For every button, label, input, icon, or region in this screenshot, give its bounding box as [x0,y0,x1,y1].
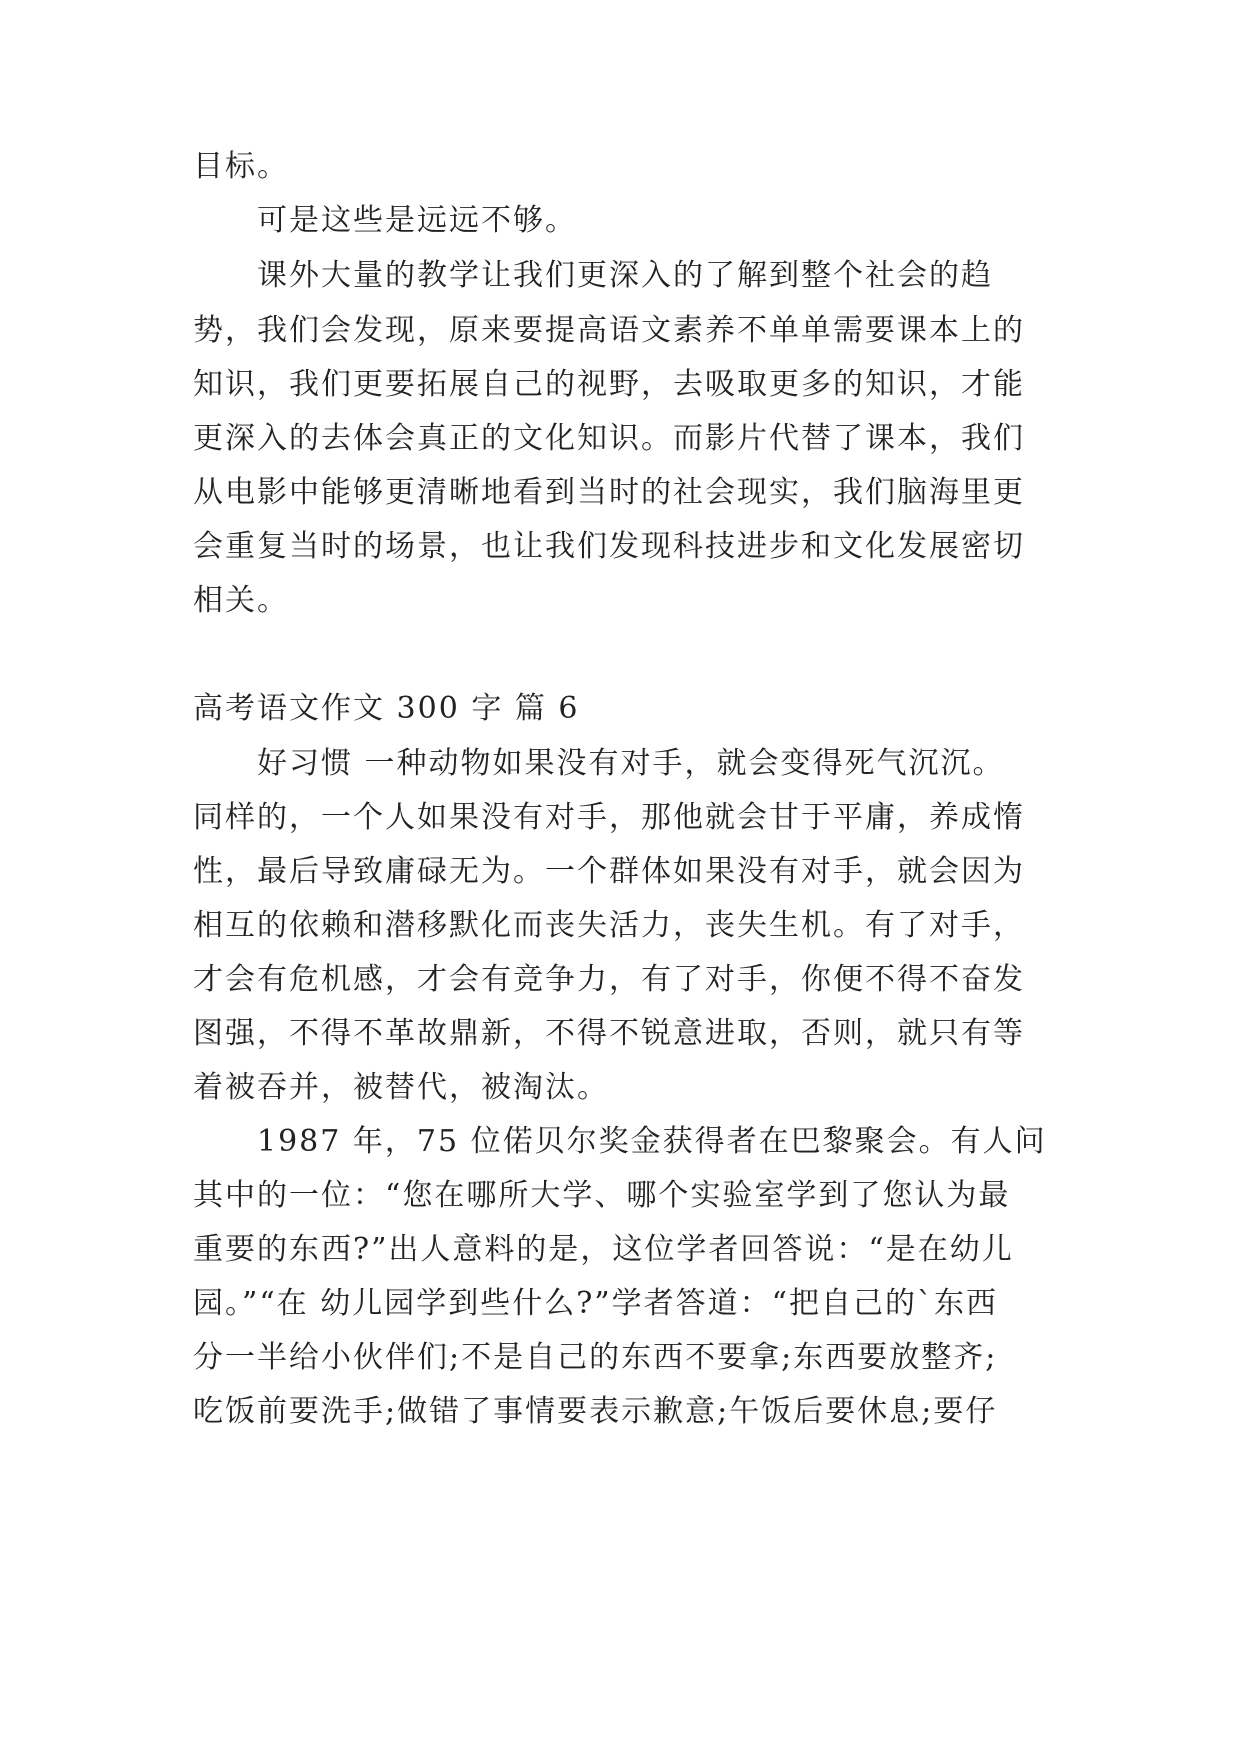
text-line: 好习惯 一种动物如果没有对手，就会变得死气沉沉。 [257,746,1005,781]
text-line: 更深入的去体会真正的文化知识。而影片代替了课本，我们 [193,421,1025,456]
text-line: 分一半给小伙伴们;不是自己的东西不要拿;东西要放整齐; [193,1340,998,1375]
text-line: 才会有危机感，才会有竞争力，有了对手，你便不得不奋发 [193,962,1025,997]
text-line: 吃饭前要洗手;做错了事情要表示歉意;午饭后要休息;要仔 [193,1394,998,1429]
text-line: 会重复当时的场景，也让我们发现科技进步和文化发展密切 [193,529,1025,564]
text-line: 从电影中能够更清晰地看到当时的社会现实，我们脑海里更 [193,475,1025,510]
text-line: 图强，不得不革故鼎新，不得不锐意进取，否则，就只有等 [193,1016,1025,1051]
text-line: 课外大量的教学让我们更深入的了解到整个社会的趋 [257,258,993,293]
text-line: 园。”“在 幼儿园学到些什么?”学者答道：“把自己的`东西 [193,1286,998,1321]
text-line: 势，我们会发现，原来要提高语文素养不单单需要课本上的 [193,313,1025,348]
text-line: 相关。 [193,583,289,618]
text-line: 同样的，一个人如果没有对手，那他就会甘于平庸，养成惰 [193,800,1025,835]
text-line: 目标。 [193,149,289,184]
text-line: 相互的依赖和潜移默化而丧失活力，丧失生机。有了对手， [193,908,1025,943]
text-line: 性，最后导致庸碌无为。一个群体如果没有对手，就会因为 [193,854,1025,889]
text-line: 着被吞并，被替代，被淘汰。 [193,1070,609,1105]
text-line: 其中的一位：“您在哪所大学、哪个实验室学到了您认为最 [193,1178,1011,1213]
text-line: 可是这些是远远不够。 [257,203,577,238]
section-heading: 高考语文作文 300 字 篇 6 [193,691,580,726]
text-line: 1987 年，75 位偌贝尔奖金获得者在巴黎聚会。有人问 [257,1124,1047,1159]
text-line: 知识，我们更要拓展自己的视野，去吸取更多的知识，才能 [193,367,1025,402]
text-line: 重要的东西?”出人意料的是，这位学者回答说：“是在幼儿 [193,1232,1014,1267]
